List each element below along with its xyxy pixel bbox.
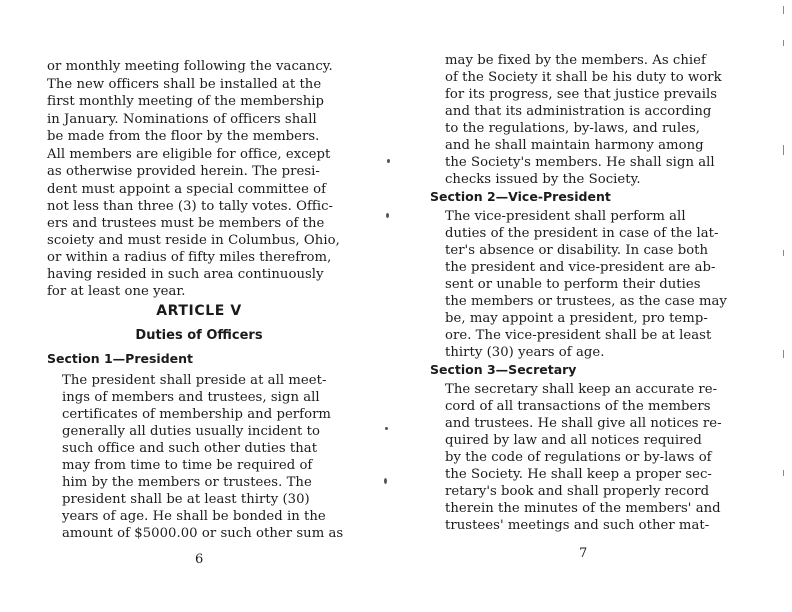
body-line: trustees' meetings and such other mat-	[445, 518, 710, 533]
body-line: the members or trustees, as the case may	[445, 294, 727, 309]
body-line: or monthly meeting following the vacancy.	[47, 59, 333, 74]
body-line: such office and such other duties that	[62, 441, 318, 456]
page-number: 6	[195, 552, 204, 567]
body-line: ers and trustees must be members of the	[47, 216, 325, 231]
body-line: The new officers shall be installed at the	[47, 77, 322, 92]
scan-speck	[384, 478, 387, 484]
body-line: not less than three (3) to tally votes. Offic-	[47, 199, 334, 214]
body-line: ings of members and trustees, sign all	[62, 390, 320, 405]
body-line: retary's book and shall properly record	[445, 484, 710, 499]
scan-speck	[386, 213, 389, 218]
body-line: may from time to time be required of	[62, 458, 313, 473]
body-line: him by the members or trustees. The	[62, 475, 312, 490]
body-line: and that its administration is according	[445, 104, 712, 119]
body-line: ore. The vice-president shall be at least	[445, 328, 712, 343]
section-heading-vice-president: Section 2—Vice-President	[430, 189, 611, 204]
section-heading-president: Section 1—President	[47, 351, 194, 366]
binding-mark	[783, 40, 784, 46]
body-line: having resided in such area continuously	[47, 267, 324, 282]
body-line: The president shall preside at all meet-	[62, 373, 327, 388]
body-line: be, may appoint a president, pro temp-	[445, 311, 708, 326]
body-line: be made from the floor by the members.	[47, 129, 320, 144]
binding-mark	[783, 350, 784, 358]
body-line: All members are eligible for office, except	[47, 147, 331, 162]
binding-mark	[783, 250, 784, 256]
body-line: quired by law and all notices required	[445, 433, 702, 448]
article-subtitle: Duties of Officers	[135, 328, 263, 343]
body-line: of the Society it shall be his duty to work	[445, 70, 722, 85]
body-line: The vice-president shall perform all	[445, 209, 686, 224]
body-line: ter's absence or disability. In case both	[445, 243, 709, 258]
binding-mark	[783, 6, 784, 14]
body-line: generally all duties usually incident to	[62, 424, 320, 439]
body-line: thirty (30) years of age.	[445, 345, 605, 360]
body-line: the president and vice-president are ab-	[445, 260, 716, 275]
page-number: 7	[579, 546, 588, 561]
section-heading-secretary: Section 3—Secretary	[430, 362, 577, 377]
body-line: as otherwise provided herein. The presi-	[47, 164, 320, 179]
body-line: president shall be at least thirty (30)	[62, 492, 310, 507]
body-line: the Society's members. He shall sign all	[445, 155, 715, 170]
body-line: duties of the president in case of the lat-	[445, 226, 719, 241]
body-line: in January. Nominations of officers shall	[47, 112, 317, 127]
body-line: dent must appoint a special committee of	[47, 182, 327, 197]
binding-mark	[783, 470, 784, 476]
body-line: amount of $5000.00 or such other sum as	[62, 526, 344, 541]
body-line: by the code of regulations or by-laws of	[445, 450, 712, 465]
article-title: ARTICLE V	[156, 303, 242, 319]
body-line: sent or unable to perform their duties	[445, 277, 701, 292]
body-line: The secretary shall keep an accurate re-	[445, 382, 718, 397]
body-line: for its progress, see that justice prevails	[445, 87, 718, 102]
body-line: the Society. He shall keep a proper sec-	[445, 467, 712, 482]
body-line: cord of all transactions of the members	[445, 399, 711, 414]
body-line: to the regulations, by-laws, and rules,	[445, 121, 701, 136]
scan-speck	[387, 159, 390, 163]
body-line: for at least one year.	[47, 284, 186, 299]
body-line: first monthly meeting of the membership	[47, 94, 325, 109]
binding-mark	[783, 145, 784, 155]
body-line: and trustees. He shall give all notices re-	[445, 416, 722, 431]
body-line: therein the minutes of the members' and	[445, 501, 721, 516]
body-line: years of age. He shall be bonded in the	[62, 509, 326, 524]
body-line: scoiety and must reside in Columbus, Ohio,	[47, 233, 340, 248]
body-line: or within a radius of fifty miles therefrom,	[47, 250, 332, 265]
body-line: may be fixed by the members. As chief	[445, 53, 706, 68]
scan-speck	[385, 427, 388, 430]
body-line: checks issued by the Society.	[445, 172, 641, 187]
body-line: certificates of membership and perform	[62, 407, 331, 422]
body-line: and he shall maintain harmony among	[445, 138, 704, 153]
